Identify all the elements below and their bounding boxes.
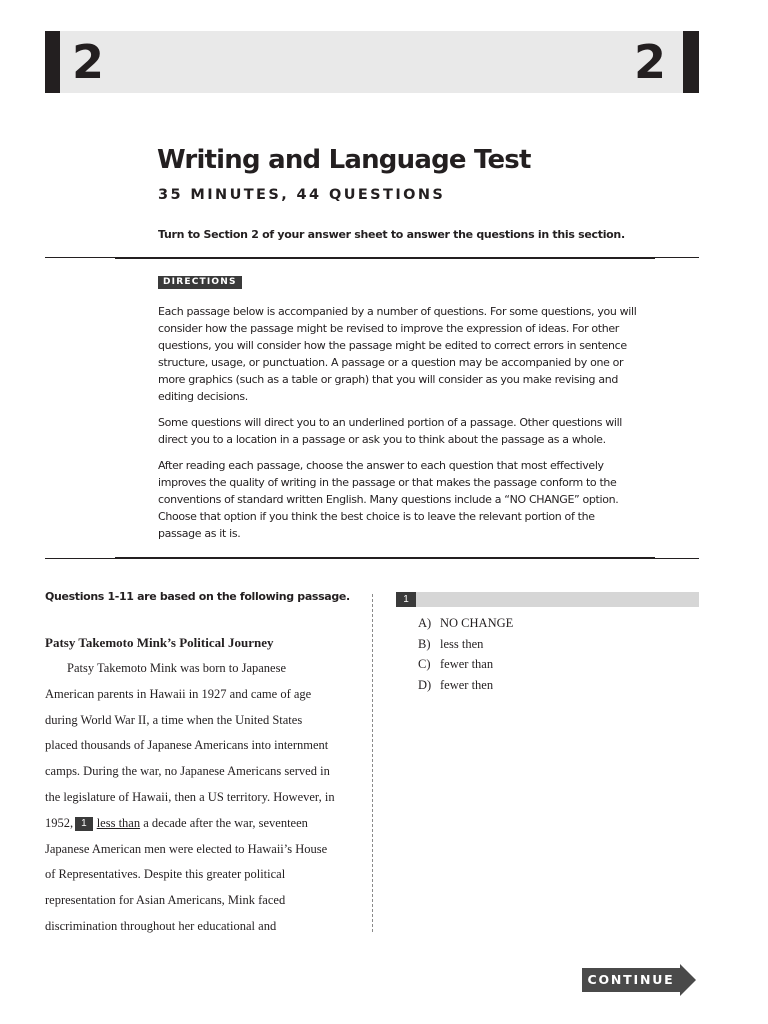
passage-intro: Questions 1-11 are based on the following passage.	[45, 590, 350, 603]
choice-text: NO CHANGE	[440, 616, 514, 630]
section-number-left: 2	[72, 35, 105, 89]
choice-letter: B)	[418, 636, 431, 651]
answer-choice[interactable]	[418, 613, 513, 634]
passage-line: the legislature of Hawaii, then a US territory. However, in	[45, 789, 335, 804]
directions-badge: DIRECTIONS	[158, 276, 242, 289]
passage-line: of Representatives. Despite this greater political	[45, 867, 286, 882]
directions-paragraph: Each passage below is accompanied by a number of questions. For some questions, you will consider how the passage might be revised to improve the expression of ideas. For other questions, you will consider how the passage might be edited to correct errors in sentence structure, usage, or punctuation. A passage or a question may be accompanied by one or more graphics (such as a table or graph) that you will consider as you make revising and editing decisions.	[158, 305, 637, 403]
passage-line	[45, 811, 355, 837]
section-header-band	[45, 31, 699, 93]
directions-paragraph: Some questions will direct you to an underlined portion of a passage. Other questions will direct you to a location in a passage or ask you to think about the passage as a whole.	[158, 416, 623, 446]
passage-text: 1952,	[45, 815, 74, 830]
directions-body	[158, 303, 638, 551]
section-header-bar-right	[683, 31, 699, 93]
answer-choices	[418, 613, 513, 696]
choice-text: less then	[440, 636, 484, 651]
test-title: Writing and Language Test	[157, 145, 531, 175]
passage-line: Japanese American men were elected to Hawaii’s House	[45, 841, 328, 856]
passage-line: placed thousands of Japanese Americans into internment	[45, 738, 329, 753]
question-header-bar	[396, 592, 699, 607]
directions-rule-bottom-thick	[115, 557, 655, 559]
answer-choice[interactable]	[418, 654, 513, 675]
continue-button[interactable]: CONTINUE	[582, 968, 680, 992]
directions-rule-top-thick	[115, 257, 655, 259]
passage-line: American parents in Hawaii in 1927 and came of age	[45, 686, 312, 701]
choice-text: fewer than	[440, 657, 494, 672]
section-header-bar-left	[45, 31, 60, 93]
passage-body	[45, 656, 355, 940]
answer-choice[interactable]	[418, 675, 513, 696]
directions-paragraph: After reading each passage, choose the answer to each question that most effectively improves the quality of writing in the passage or that makes the passage conform to the conventions of standard written English. Many questions include a “NO CHANGE” option. Choose that option if you think the best choice is to leave the relevant portion of the passage as it is.	[158, 459, 619, 540]
passage-line: camps. During the war, no Japanese Americans served in	[45, 764, 330, 779]
passage-line: representation for Asian Americans, Mink faced	[45, 893, 286, 908]
section-number-right: 2	[634, 35, 667, 89]
column-divider	[372, 594, 373, 932]
choice-letter: A)	[418, 616, 432, 630]
passage-line: Patsy Takemoto Mink was born to Japanese	[67, 661, 287, 675]
choice-letter: C)	[418, 657, 431, 672]
passage-title: Patsy Takemoto Mink’s Political Journey	[45, 635, 274, 650]
test-subtitle: 35 MINUTES, 44 QUESTIONS	[158, 187, 446, 203]
underlined-portion[interactable]: less than	[96, 815, 141, 830]
continue-arrow-icon[interactable]	[680, 964, 696, 996]
choice-text: fewer then	[440, 678, 494, 693]
passage-line: discrimination throughout her educational and	[45, 918, 277, 933]
answer-choice[interactable]	[418, 634, 513, 655]
question-marker[interactable]: 1	[75, 817, 93, 831]
choice-letter: D)	[418, 678, 432, 693]
passage-text: a decade after the war, seventeen	[143, 815, 308, 830]
passage-line: during World War II, a time when the United States	[45, 712, 303, 727]
answer-sheet-instruction: Turn to Section 2 of your answer sheet to answer the questions in this section.	[158, 228, 625, 241]
question-number: 1	[396, 592, 416, 607]
